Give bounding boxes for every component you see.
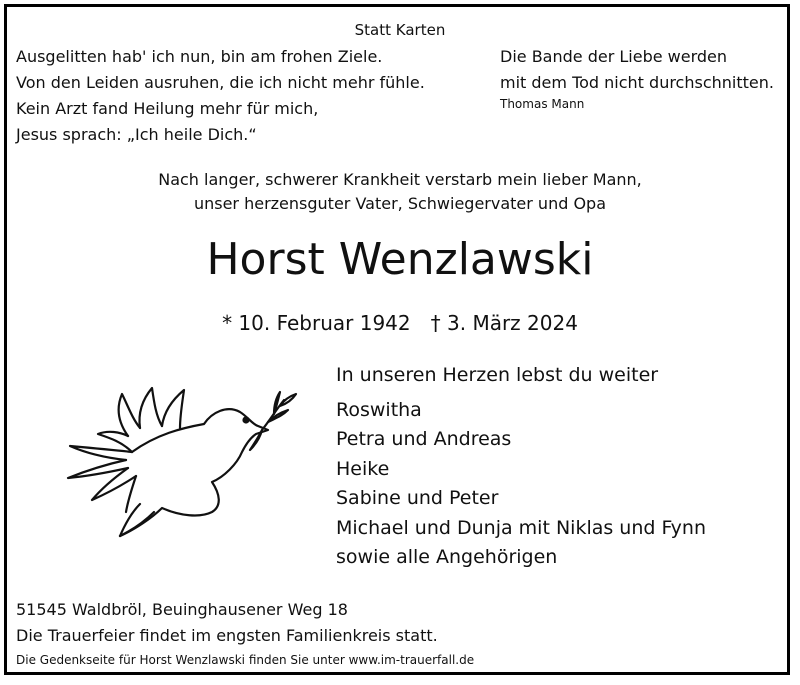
poem-line: Ausgelitten hab' ich nun, bin am frohen Ziele.: [16, 47, 383, 66]
intro-line: Nach langer, schwerer Krankheit verstarb mein lieber Mann,: [158, 170, 642, 189]
quote-line: Die Bande der Liebe werden: [500, 47, 728, 66]
mourner-name: sowie alle Angehörigen: [336, 545, 558, 568]
mourners-heading: In unseren Herzen lebst du weiter: [336, 364, 659, 386]
quote-author: Thomas Mann: [500, 97, 585, 111]
birth-date: * 10. Februar 1942: [222, 311, 411, 335]
address: 51545 Waldbröl, Beuinghausener Weg 18: [16, 600, 348, 619]
ceremony-note: Die Trauerfeier findet im engsten Familienkreis statt.: [16, 626, 438, 645]
intro-line: unser herzensguter Vater, Schwiegervater und Opa: [193, 194, 607, 213]
dove-with-olive-branch-icon: [62, 372, 302, 542]
poem-line: Jesus sprach: „Ich heile Dich.“: [16, 125, 257, 144]
quote-line: mit dem Tod nicht durchschnitten.: [500, 73, 774, 92]
mourner-name: Heike: [336, 457, 390, 480]
poem: [16, 44, 425, 148]
mourner-name: Roswitha: [336, 399, 422, 421]
poem-line: Kein Arzt fand Heilung mehr für mich,: [16, 99, 319, 118]
death-date: † 3. März 2024: [430, 311, 578, 335]
memorial-page-note: Die Gedenkseite für Horst Wenzlawski finden Sie unter www.im-trauerfall.de: [16, 653, 475, 667]
mourners-list: [336, 396, 706, 572]
deceased-name: Horst Wenzlawski: [206, 234, 594, 285]
poem-line: Von den Leiden ausruhen, die ich nicht mehr fühle.: [16, 73, 425, 92]
intro-text: [0, 168, 800, 216]
quote: [500, 44, 774, 96]
statt-karten-label: Statt Karten: [354, 21, 446, 39]
mourner-name: Sabine und Peter: [336, 487, 499, 510]
mourner-name: Michael und Dunja mit Niklas und Fynn: [336, 516, 706, 539]
mourner-name: Petra und Andreas: [336, 428, 512, 451]
life-dates: [0, 309, 800, 337]
